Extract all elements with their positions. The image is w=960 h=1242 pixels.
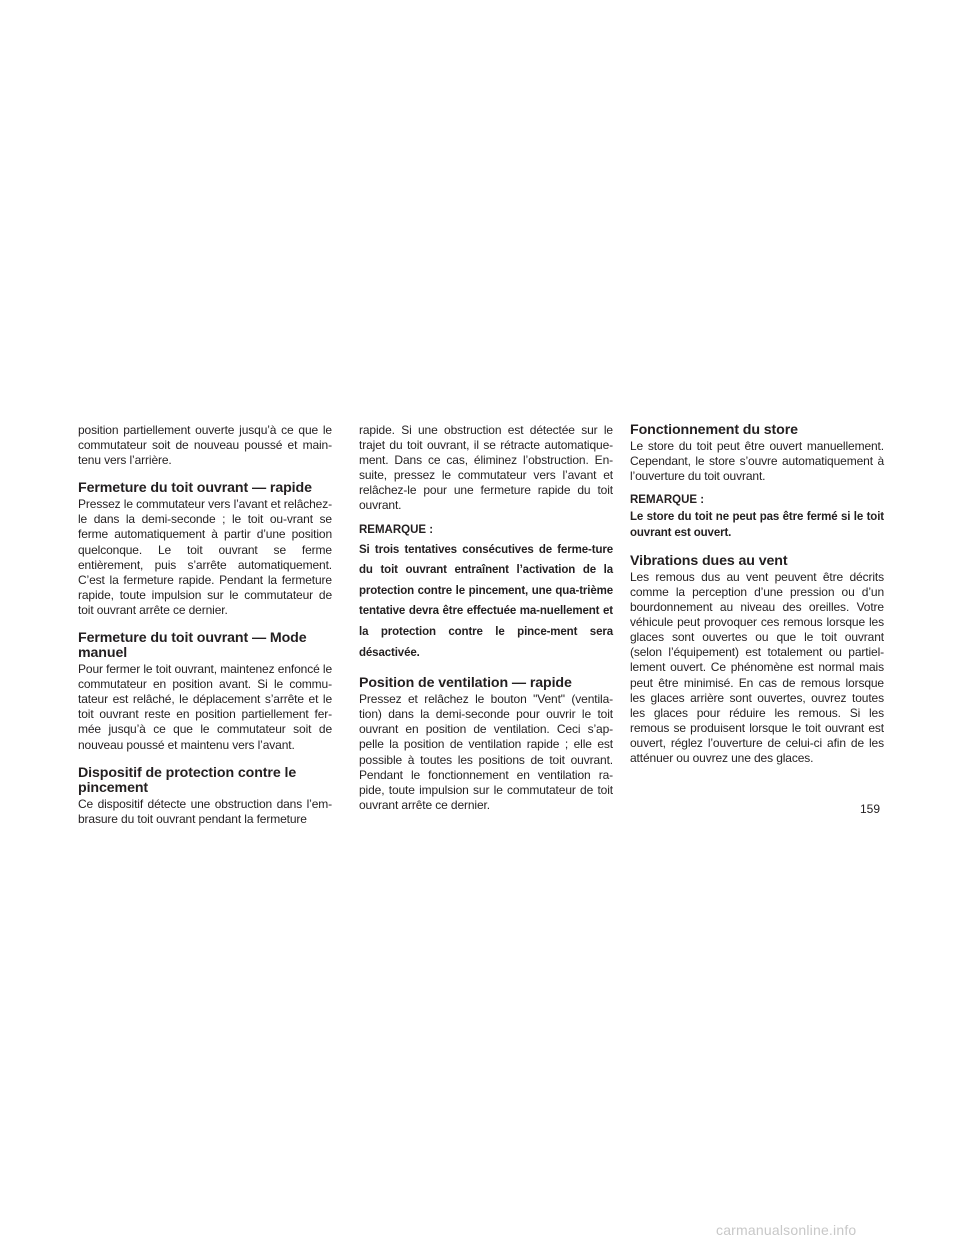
left-column — [78, 423, 332, 827]
heading-fast-close: Fermeture du toit ouvrant — rapide — [78, 480, 312, 497]
watermark-text: carmanualsonline.info — [716, 1222, 857, 1238]
left-intro-paragraph: position partiellement ouverte jusqu’à ce que le commutateur soit de nouveau poussé et main-tenu vers l’arrière. — [78, 423, 332, 468]
note-label-shade: REMARQUE : — [630, 494, 705, 507]
page-number: 159 — [860, 802, 881, 816]
pinch-protection-paragraph: Ce dispositif détecte une obstruction dans l’em-brasure du toit ouvrant pendant la fermeture — [78, 796, 332, 826]
heading-pinch-protection: Dispositif de protection contre le pincement — [78, 764, 297, 796]
note-text-pinch: Si trois tentatives consécutives de ferme-ture du toit ouvrant entraînent l’activation de la protection contre le pincement, une qua-trième tentative devra être effectuée ma-nuellement et la protection contre le pince-ment sera désactivée. — [359, 543, 613, 659]
heading-wind-buffeting: Vibrations dues au vent — [630, 552, 788, 569]
manual-close-paragraph: Pour fermer le toit ouvrant, maintenez enfoncé le commutateur en position avant. Si le commu-tateur est relâché, le déplacement s’arrête et le toit ouvrant reste en position partiellement fer-mée jusqu’à ce que le commutateur soit de nouveau poussé et maintenu vers l’avant. — [78, 662, 332, 752]
middle-column — [359, 423, 613, 813]
heading-shade-operation: Fonctionnement du store — [630, 422, 798, 438]
note-label-pinch: REMARQUE : — [359, 523, 434, 536]
middle-intro-paragraph: rapide. Si une obstruction est détectée sur le trajet du toit ouvrant, il se rétracte automatique-ment. Dans ce cas, éliminez l’obstruction. En-suite, pressez le commutateur vers l’avant et relâchez-le pour une fermeture rapide du toit ouvrant. — [359, 423, 613, 513]
heading-manual-close: Fermeture du toit ouvrant — Mode manuel — [78, 630, 307, 662]
wind-buffeting-paragraph: Les remous dus au vent peuvent être décrits comme la perception d’une pression ou d’un bourdonnement au niveau des oreilles. Votre véhicule peut provoquer ces remous lorsque les glaces sont ouvertes ou que le toit ouvrant (selon l’équipement) est totalement ou partiel-lement ouvert. Ce phénomène est normal mais peut être minimisé. En cas de remous lorsque les glaces arrière sont ouvertes, ouvrez toutes les glaces pour réduire les remous. Si les remous se produisent lorsque le toit ouvrant est ouvert, réglez l’ouverture de celui-ci afin de les atténuer ou ouvrez une des glaces. — [630, 569, 884, 765]
heading-vent-position: Position de ventilation — rapide — [359, 675, 572, 692]
right-column — [630, 423, 884, 766]
vent-position-paragraph: Pressez et relâchez le bouton "Vent" (ventila-tion) dans la demi-seconde pour ouvrir le toit ouvrant en position de ventilation. Ceci s’ap-pelle la position de ventilation rapide ; elle est possible à toutes les positions de toit ouvrant. Pendant le fonctionnement en ventilation ra-pide, toute impulsion sur le commutateur de toit ouvrant arrête ce dernier. — [359, 692, 613, 812]
note-text-shade: Le store du toit ne peut pas être fermé si le toit ouvrant est ouvert. — [630, 511, 884, 539]
fast-close-paragraph: Pressez le commutateur vers l’avant et relâchez-le dans la demi-seconde ; le toit ou-vrant se ferme automatiquement à partir d’une position quelconque. Le toit ouvrant se ferme entièrement, puis s’arrête automatiquement. C’est la fermeture rapide. Pendant la fermeture rapide, toute impulsion sur le commutateur de toit ouvrant arrête ce dernier. — [78, 497, 332, 617]
shade-operation-paragraph: Le store du toit peut être ouvert manuellement. Cependant, le store s’ouvre automatiquement à l’ouverture du toit ouvrant. — [630, 439, 884, 484]
